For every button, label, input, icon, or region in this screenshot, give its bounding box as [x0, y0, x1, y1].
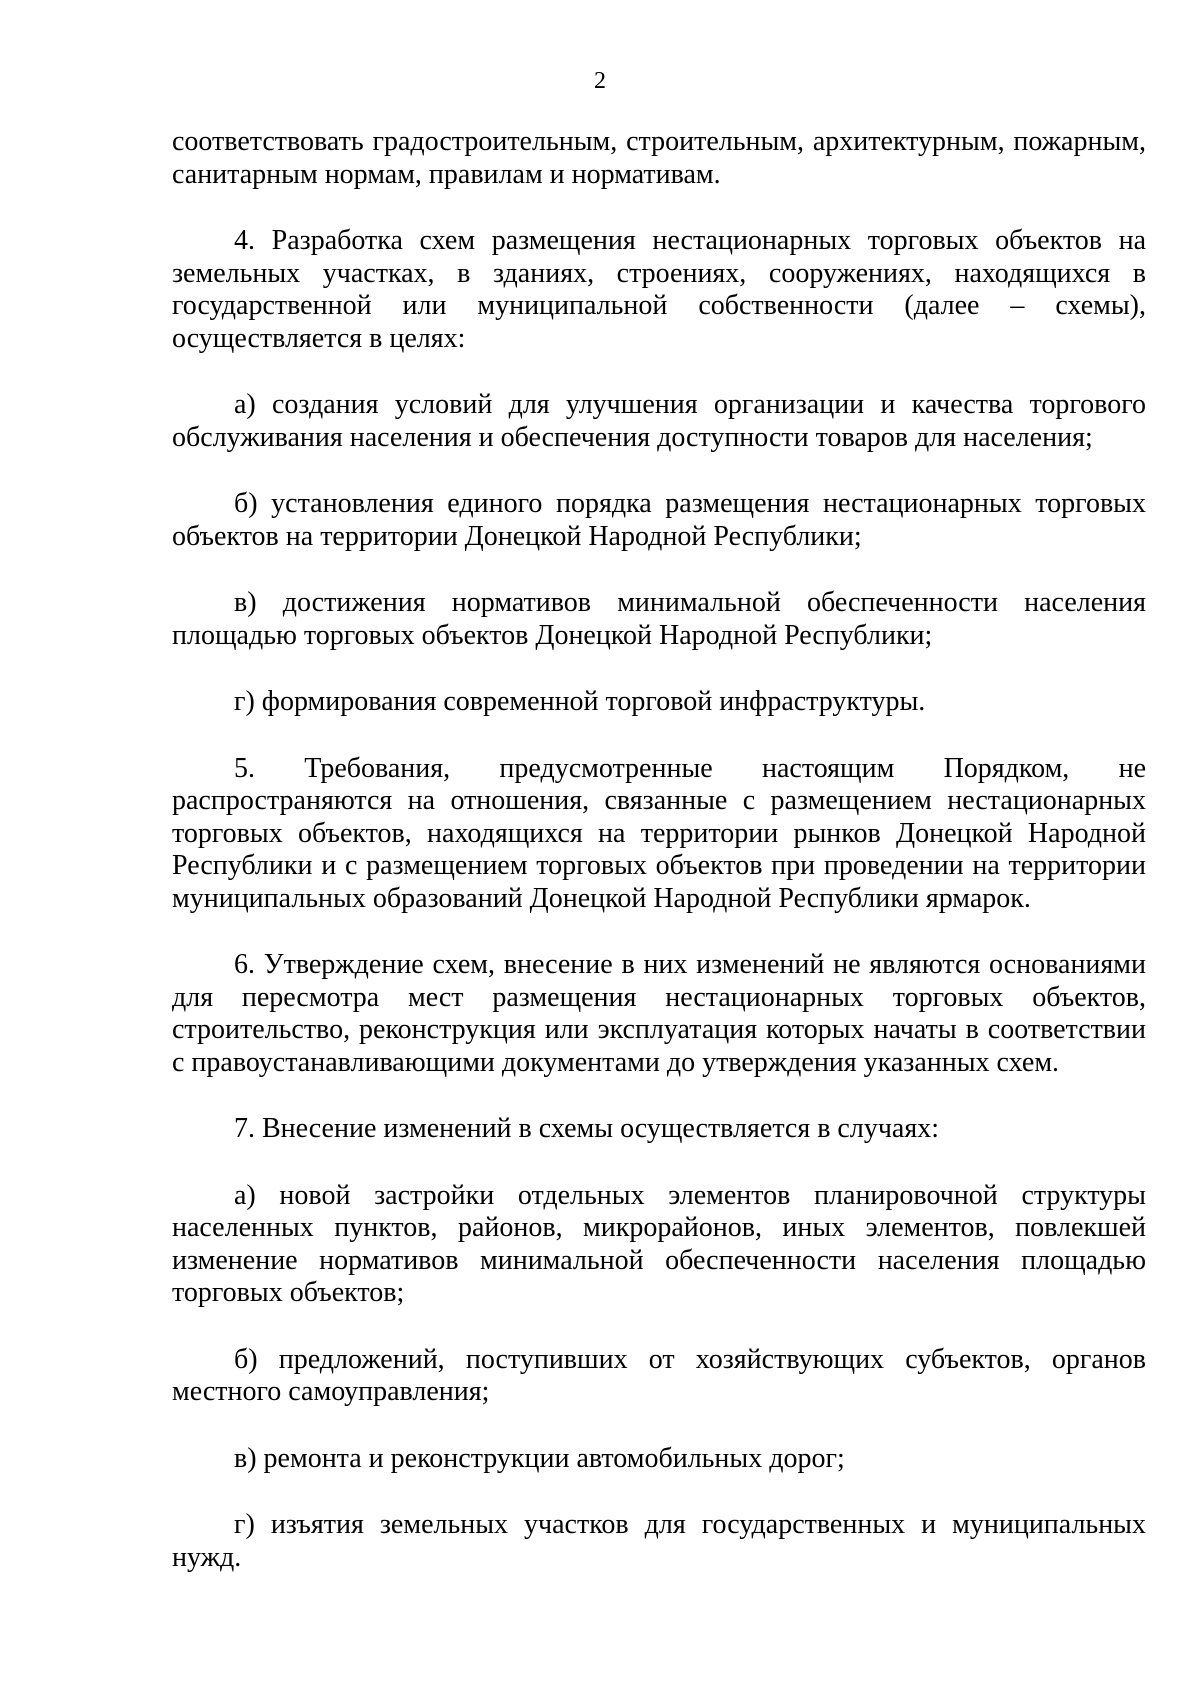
paragraph-item-7: 7. Внесение изменений в схемы осуществляется в случаях:	[234, 1113, 939, 1144]
paragraph-item-7-subitem-v: в) ремонта и реконструкции автомобильных дорог;	[234, 1442, 845, 1474]
document-body	[172, 126, 1146, 1608]
paragraph-item-6: 6. Утверждение схем, внесение в них изменений не являются основаниями для пересмотра мест размещения нестационарных торговых объектов, строительство, реконструкция или эксплуатация которых начаты в соответствии с правоустанавливающими документами до утверждения указанных схем.	[172, 949, 1146, 1078]
paragraph-subitem-g: г) формирования современной торговой инфраструктуры.	[234, 686, 926, 717]
paragraph-subitem-v: в) достижения нормативов минимальной обеспеченности населения площадью торговых объектов Донецкой Народной Республики;	[172, 587, 1146, 651]
page-number: 2	[594, 68, 606, 94]
paragraph-item-4: 4. Разработка схем размещения нестационарных торговых объектов на земельных участках, в зданиях, строениях, сооружениях, находящихся в государственной или муниципальной собственности (далее – схемы), осуществляется в целях:	[172, 225, 1146, 354]
paragraph-item-7-subitem-g: г) изъятия земельных участков для государственных и муниципальных нужд.	[172, 1509, 1146, 1573]
paragraph-item-5: 5. Требования, предусмотренные настоящим Порядком, не распространяются на отношения, связанные с размещением нестационарных торговых объектов, находящихся на территории рынков Донецкой Народной Республики и с размещением торговых объектов при проведении на территории муниципальных образований Донецкой Народной Республики ярмарок.	[172, 752, 1146, 914]
paragraph-subitem-a: а) создания условий для улучшения организации и качества торгового обслуживания населения и обеспечения доступности товаров для населения;	[172, 389, 1146, 453]
paragraph-item-7-subitem-a: а) новой застройки отдельных элементов планировочной структуры населенных пунктов, районов, микрорайонов, иных элементов, повлекшей изменение нормативов минимальной обеспеченности населения площадью торговых объектов;	[172, 1179, 1146, 1308]
paragraph-item-7-subitem-b: б) предложений, поступивших от хозяйствующих субъектов, органов местного самоуправления;	[172, 1343, 1146, 1407]
paragraph-continuation: соответствовать градостроительным, строительным, архитектурным, пожарным, санитарным нормам, правилам и нормативам.	[172, 126, 1146, 190]
paragraph-subitem-b: б) установления единого порядка размещения нестационарных торговых объектов на территории Донецкой Народной Республики;	[172, 488, 1146, 552]
